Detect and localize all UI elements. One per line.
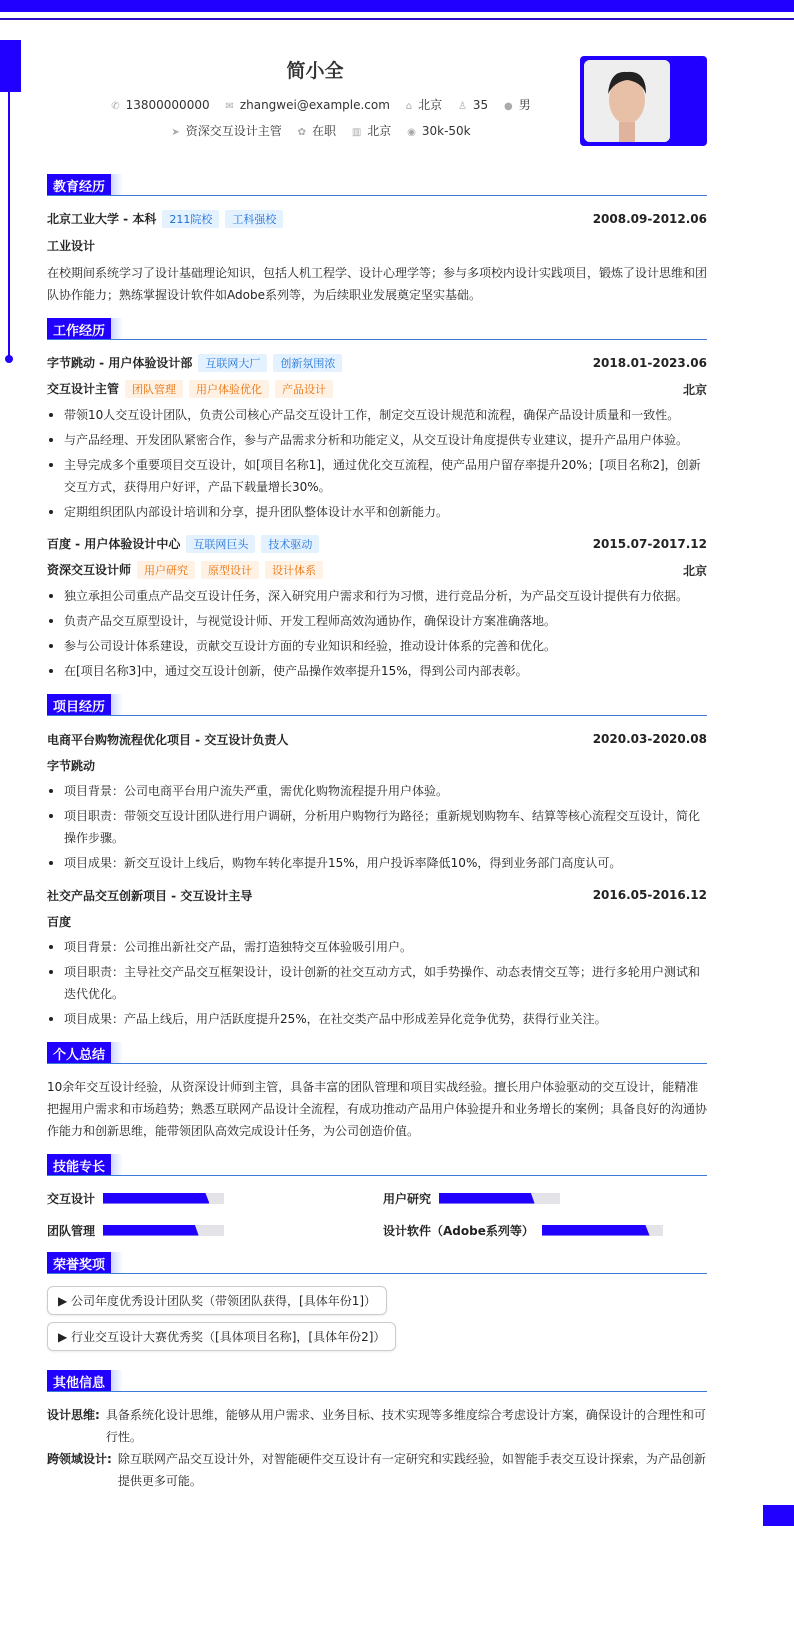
skill-item — [383, 1188, 707, 1208]
tag: 互联网巨头 — [186, 535, 255, 553]
email-icon: ✉ — [225, 101, 234, 112]
skill-item — [383, 1220, 707, 1240]
company: 百度 - 用户体验设计中心 — [47, 537, 181, 551]
skill-bar-fill — [439, 1193, 535, 1204]
candidate-name: 简小全 — [286, 60, 344, 82]
project-name: 社交产品交互创新项目 - 交互设计主导 — [47, 888, 253, 903]
section-title: 项目经历 — [47, 694, 111, 715]
section-title: 个人总结 — [47, 1042, 111, 1063]
other-key: 设计思维: — [47, 1408, 100, 1422]
right-accent-block — [763, 1505, 794, 1526]
tag: 创新氛围浓 — [273, 354, 342, 372]
skill-item — [47, 1220, 383, 1240]
skill-bar — [439, 1193, 560, 1204]
summary-section — [47, 1042, 707, 1142]
date: 2016.05-2016.12 — [592, 888, 707, 902]
send-icon: ➤ — [171, 127, 180, 138]
summary-text: 10余年交互设计经验，从资深设计师到主管，具备丰富的团队管理和项目实战经验。擅长用户体验驱动的交互设计，能精准把握用户需求和市场趋势；熟悉互联网产品设计全流程，有成功推动产品用户体验提升和业务增长的案例；具备良好的沟通协作能力和创新思维，能带领团队高效完成设计任务，为公司创造价值。 — [47, 1080, 708, 1138]
skill-name: 团队管理 — [47, 1223, 96, 1238]
bullet-item: 项目背景：公司电商平台用户流失严重，需优化购物流程提升用户体验。 — [47, 780, 707, 802]
bullet-item: 项目职责：主导社交产品交互框架设计，设计创新的社交互动方式，如手势操作、动态表情交互等；进行多轮用户测试和迭代优化。 — [47, 961, 707, 1005]
phone: 13800000000 — [125, 98, 210, 112]
bullet-item: 参与公司设计体系建设，贡献交互设计方面的专业知识和经验，推动设计体系的完善和优化。 — [47, 635, 707, 657]
skill-bar-fill — [103, 1225, 199, 1236]
skill-tag: 用户研究 — [137, 561, 195, 579]
status-icon: ✿ — [297, 127, 306, 138]
job-entry — [47, 352, 707, 523]
awards-section — [47, 1252, 707, 1358]
section-title: 教育经历 — [47, 174, 111, 195]
bullet-item: 项目成果：新交互设计上线后，购物车转化率提升15%，用户投诉率降低10%，得到业务部门高度认可。 — [47, 852, 707, 874]
skill-name: 交互设计 — [47, 1191, 96, 1206]
bullet-item: 带领10人交互设计团队，负责公司核心产品交互设计工作，制定交互设计规范和流程，确保产品设计质量和一致性。 — [47, 404, 707, 426]
company: 字节跳动 - 用户体验设计部 — [47, 356, 193, 370]
major: 工业设计 — [47, 238, 96, 253]
other-item — [47, 1404, 707, 1448]
date: 2018.01-2023.06 — [592, 356, 707, 370]
contact-row — [0, 96, 630, 113]
avatar — [584, 60, 670, 142]
education-section — [47, 174, 707, 306]
role: 资深交互设计师 — [47, 563, 132, 577]
profile-photo — [580, 56, 707, 146]
date: 2015.07-2017.12 — [592, 537, 707, 551]
salary: 30k-50k — [421, 124, 471, 138]
phone-icon: ✆ — [111, 101, 120, 112]
education-desc: 在校期间系统学习了设计基础理论知识，包括人机工程学、设计心理学等；参与多项校内设计实践项目，锻炼了设计思维和团队协作能力；熟练掌握设计软件如Adobe系列等，为后续职业发展奠定坚实基础。 — [47, 266, 708, 302]
skill-item — [47, 1188, 383, 1208]
work-section — [47, 318, 707, 682]
skill-tag: 用户体验优化 — [189, 380, 269, 398]
city: 北京 — [682, 563, 707, 578]
tag: 211院校 — [162, 210, 219, 228]
gender-icon: ● — [504, 101, 513, 112]
tag: 技术驱动 — [261, 535, 319, 553]
skill-bar — [103, 1225, 224, 1236]
status: 在职 — [311, 124, 336, 138]
top-accent-bar — [0, 0, 794, 12]
left-timeline-dot — [5, 355, 13, 363]
award-item — [47, 1322, 396, 1351]
age: 35 — [472, 98, 489, 112]
org: 字节跳动 — [47, 758, 96, 773]
project-entry — [47, 884, 707, 1030]
project-name: 电商平台购物流程优化项目 - 交互设计负责人 — [47, 732, 289, 747]
top-divider — [0, 18, 794, 20]
bullet-item: 项目背景：公司推出新社交产品，需打造独特交互体验吸引用户。 — [47, 936, 707, 958]
skill-tag: 产品设计 — [275, 380, 333, 398]
tag: 工科强校 — [225, 210, 283, 228]
job-intent-row — [0, 122, 630, 139]
city: 北京 — [367, 124, 392, 138]
project-section — [47, 694, 707, 1030]
city: 北京 — [682, 382, 707, 397]
section-title: 工作经历 — [47, 318, 111, 339]
skill-bar — [542, 1225, 663, 1236]
other-key: 跨领域设计: — [47, 1452, 112, 1466]
triangle-icon: ▶ — [58, 1294, 72, 1308]
bullet-item: 定期组织团队内部设计培训和分享，提升团队整体设计水平和创新能力。 — [47, 501, 707, 523]
bullet-item: 项目职责：带领交互设计团队进行用户调研，分析用户购物行为路径；重新规划购物车、结算等核心流程交互设计，简化操作步骤。 — [47, 805, 707, 849]
skill-tag: 设计体系 — [265, 561, 323, 579]
triangle-icon: ▶ — [58, 1330, 72, 1344]
school: 北京工业大学 - 本科 — [47, 212, 157, 226]
skill-bar-fill — [542, 1225, 650, 1236]
date: 2008.09-2012.06 — [592, 212, 707, 226]
skill-tag: 团队管理 — [125, 380, 183, 398]
skill-bar-fill — [103, 1193, 209, 1204]
skill-bar — [103, 1193, 224, 1204]
gender: 男 — [518, 98, 531, 112]
org: 百度 — [47, 914, 72, 929]
bullet-item: 负责产品交互原型设计，与视觉设计师、开发工程师高效沟通协作，确保设计方案准确落地。 — [47, 610, 707, 632]
section-title: 其他信息 — [47, 1370, 111, 1391]
section-title: 荣誉奖项 — [47, 1252, 111, 1273]
salary-icon: ◉ — [407, 127, 416, 138]
location: 北京 — [418, 98, 443, 112]
other-item — [47, 1448, 707, 1492]
other-value: 具备系统化设计思维，能够从用户需求、业务目标、技术实现等多维度综合考虑设计方案，确保设计的合理性和可行性。 — [105, 1408, 706, 1444]
resume-body — [47, 174, 707, 1504]
section-title: 技能专长 — [47, 1154, 111, 1175]
other-section — [47, 1370, 707, 1492]
skill-name: 设计软件（Adobe系列等） — [383, 1223, 534, 1238]
date: 2020.03-2020.08 — [592, 732, 707, 746]
email: zhangwei@example.com — [239, 98, 390, 112]
job-entry — [47, 533, 707, 682]
bullet-item: 在[项目名称3]中，通过交互设计创新，使产品操作效率提升15%，得到公司内部表彰。 — [47, 660, 707, 682]
bullet-item: 与产品经理、开发团队紧密合作，参与产品需求分析和功能定义，从交互设计角度提供专业建议，提升产品用户体验。 — [47, 429, 707, 451]
award-text: 行业交互设计大赛优秀奖（[具体项目名称]，[具体年份2]） — [71, 1330, 386, 1344]
bullet-item: 项目成果：产品上线后，用户活跃度提升25%，在社交类产品中形成差异化竞争优势，获得行业关注。 — [47, 1008, 707, 1030]
skills-section — [47, 1154, 707, 1240]
building-icon: ▥ — [351, 127, 362, 138]
age-icon: ♙ — [457, 101, 467, 112]
skill-tag: 原型设计 — [201, 561, 259, 579]
bullet-item: 独立承担公司重点产品交互设计任务，深入研究用户需求和行为习惯，进行竞品分析，为产品交互设计提供有力依据。 — [47, 585, 707, 607]
position: 资深交互设计主管 — [185, 124, 282, 138]
role: 交互设计主管 — [47, 382, 120, 396]
other-value: 除互联网产品交互设计外，对智能硬件交互设计有一定研究和实践经验，如智能手表交互设计探索，为产品创新提供更多可能。 — [117, 1452, 706, 1488]
bullet-item: 主导完成多个重要项目交互设计，如[项目名称1]，通过优化交互流程，使产品用户留存率提升20%；[项目名称2]，创新交互方式，获得用户好评，产品下载量增长30%。 — [47, 454, 707, 498]
home-icon: ⌂ — [405, 101, 413, 112]
award-text: 公司年度优秀设计团队奖（带领团队获得，[具体年份1]） — [71, 1294, 377, 1308]
skill-name: 用户研究 — [383, 1191, 432, 1206]
project-entry — [47, 728, 707, 874]
tag: 互联网大厂 — [198, 354, 267, 372]
award-item — [47, 1286, 387, 1315]
